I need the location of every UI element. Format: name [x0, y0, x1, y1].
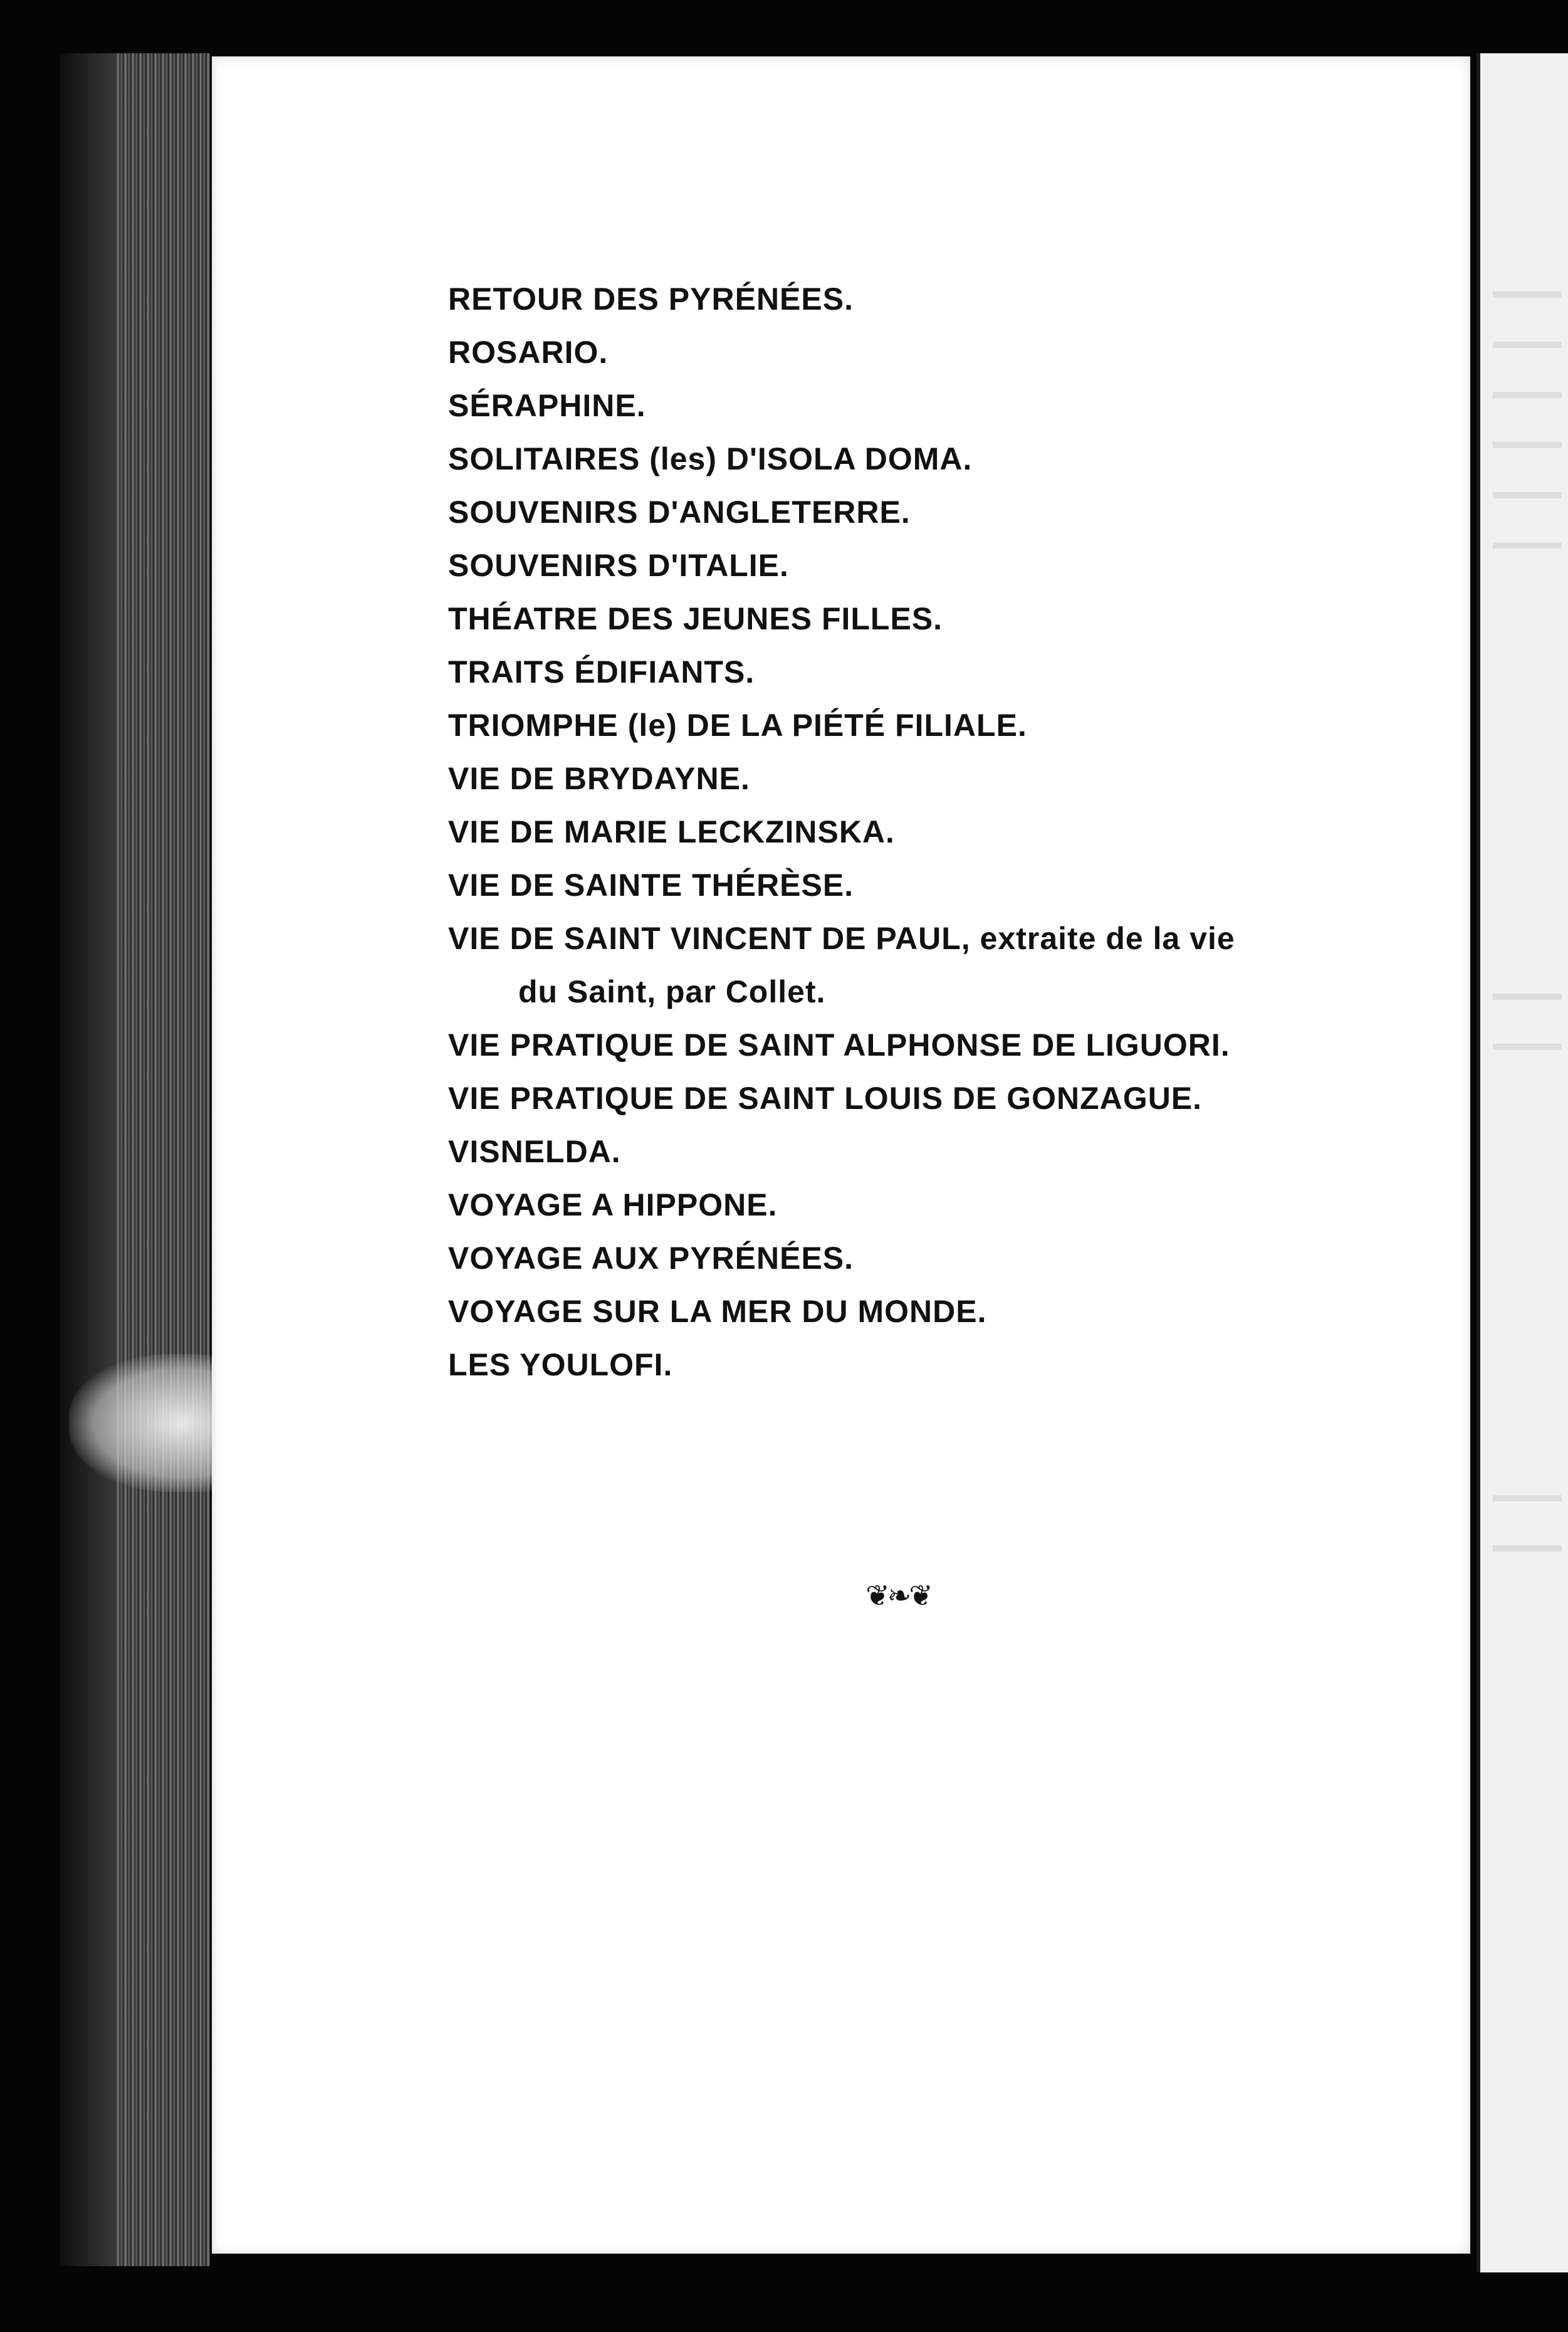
- list-item: VISNELDA.: [448, 1134, 621, 1169]
- list-item: VIE DE MARIE LECKZINSKA.: [448, 814, 895, 849]
- list-item: TRIOMPHE (le) DE LA PIÉTÉ FILIALE.: [448, 708, 1027, 743]
- list-item: VOYAGE SUR LA MER DU MONDE.: [448, 1294, 987, 1329]
- bleed-through-line: [1493, 492, 1562, 498]
- list-item: VIE PRATIQUE DE SAINT LOUIS DE GONZAGUE.: [448, 1081, 1203, 1116]
- list-item: TRAITS ÉDIFIANTS.: [448, 654, 755, 690]
- list-item: SOUVENIRS D'ITALIE.: [448, 548, 789, 583]
- bleed-through-line: [1493, 292, 1562, 298]
- bleed-through-line: [1493, 392, 1562, 398]
- fleuron-ornament: ❦❧❦: [865, 1579, 931, 1612]
- bleed-through-line: [1493, 542, 1562, 549]
- list-item: SOUVENIRS D'ANGLETERRE.: [448, 495, 911, 530]
- list-item-title: VIE DE SAINT VINCENT DE PAUL,: [448, 921, 971, 956]
- list-item: LES YOULOFI.: [448, 1347, 673, 1382]
- list-item: RETOUR DES PYRÉNÉES.: [448, 281, 854, 317]
- book-page: [212, 56, 1470, 2254]
- list-item: VIE DE BRYDAYNE.: [448, 761, 750, 796]
- list-item: VOYAGE AUX PYRÉNÉES.: [448, 1241, 854, 1276]
- list-item: [448, 912, 1413, 1019]
- list-item: VIE PRATIQUE DE SAINT ALPHONSE DE LIGUORI.: [448, 1027, 1230, 1063]
- title-list: [448, 273, 1413, 1392]
- book-spine-shadow: [60, 53, 116, 2266]
- list-item-continuation: du Saint, par Collet.: [518, 974, 826, 1009]
- bleed-through-line: [1493, 442, 1562, 448]
- bleed-through-line: [1493, 342, 1562, 348]
- list-item: SÉRAPHINE.: [448, 388, 646, 423]
- bleed-through-line: [1493, 994, 1562, 1000]
- list-item: ROSARIO.: [448, 335, 609, 370]
- bleed-through-line: [1493, 1495, 1562, 1501]
- list-item: SOLITAIRES (les) D'ISOLA DOMA.: [448, 441, 973, 476]
- list-item: VIE DE SAINTE THÉRÈSE.: [448, 868, 854, 903]
- list-item: THÉATRE DES JEUNES FILLES.: [448, 601, 943, 636]
- list-item-note: extraite de la vie: [970, 921, 1235, 956]
- bleed-through-line: [1493, 1044, 1562, 1050]
- adjacent-page-edge: [1477, 53, 1568, 2272]
- list-item: VOYAGE A HIPPONE.: [448, 1187, 778, 1222]
- bleed-through-line: [1493, 1545, 1562, 1552]
